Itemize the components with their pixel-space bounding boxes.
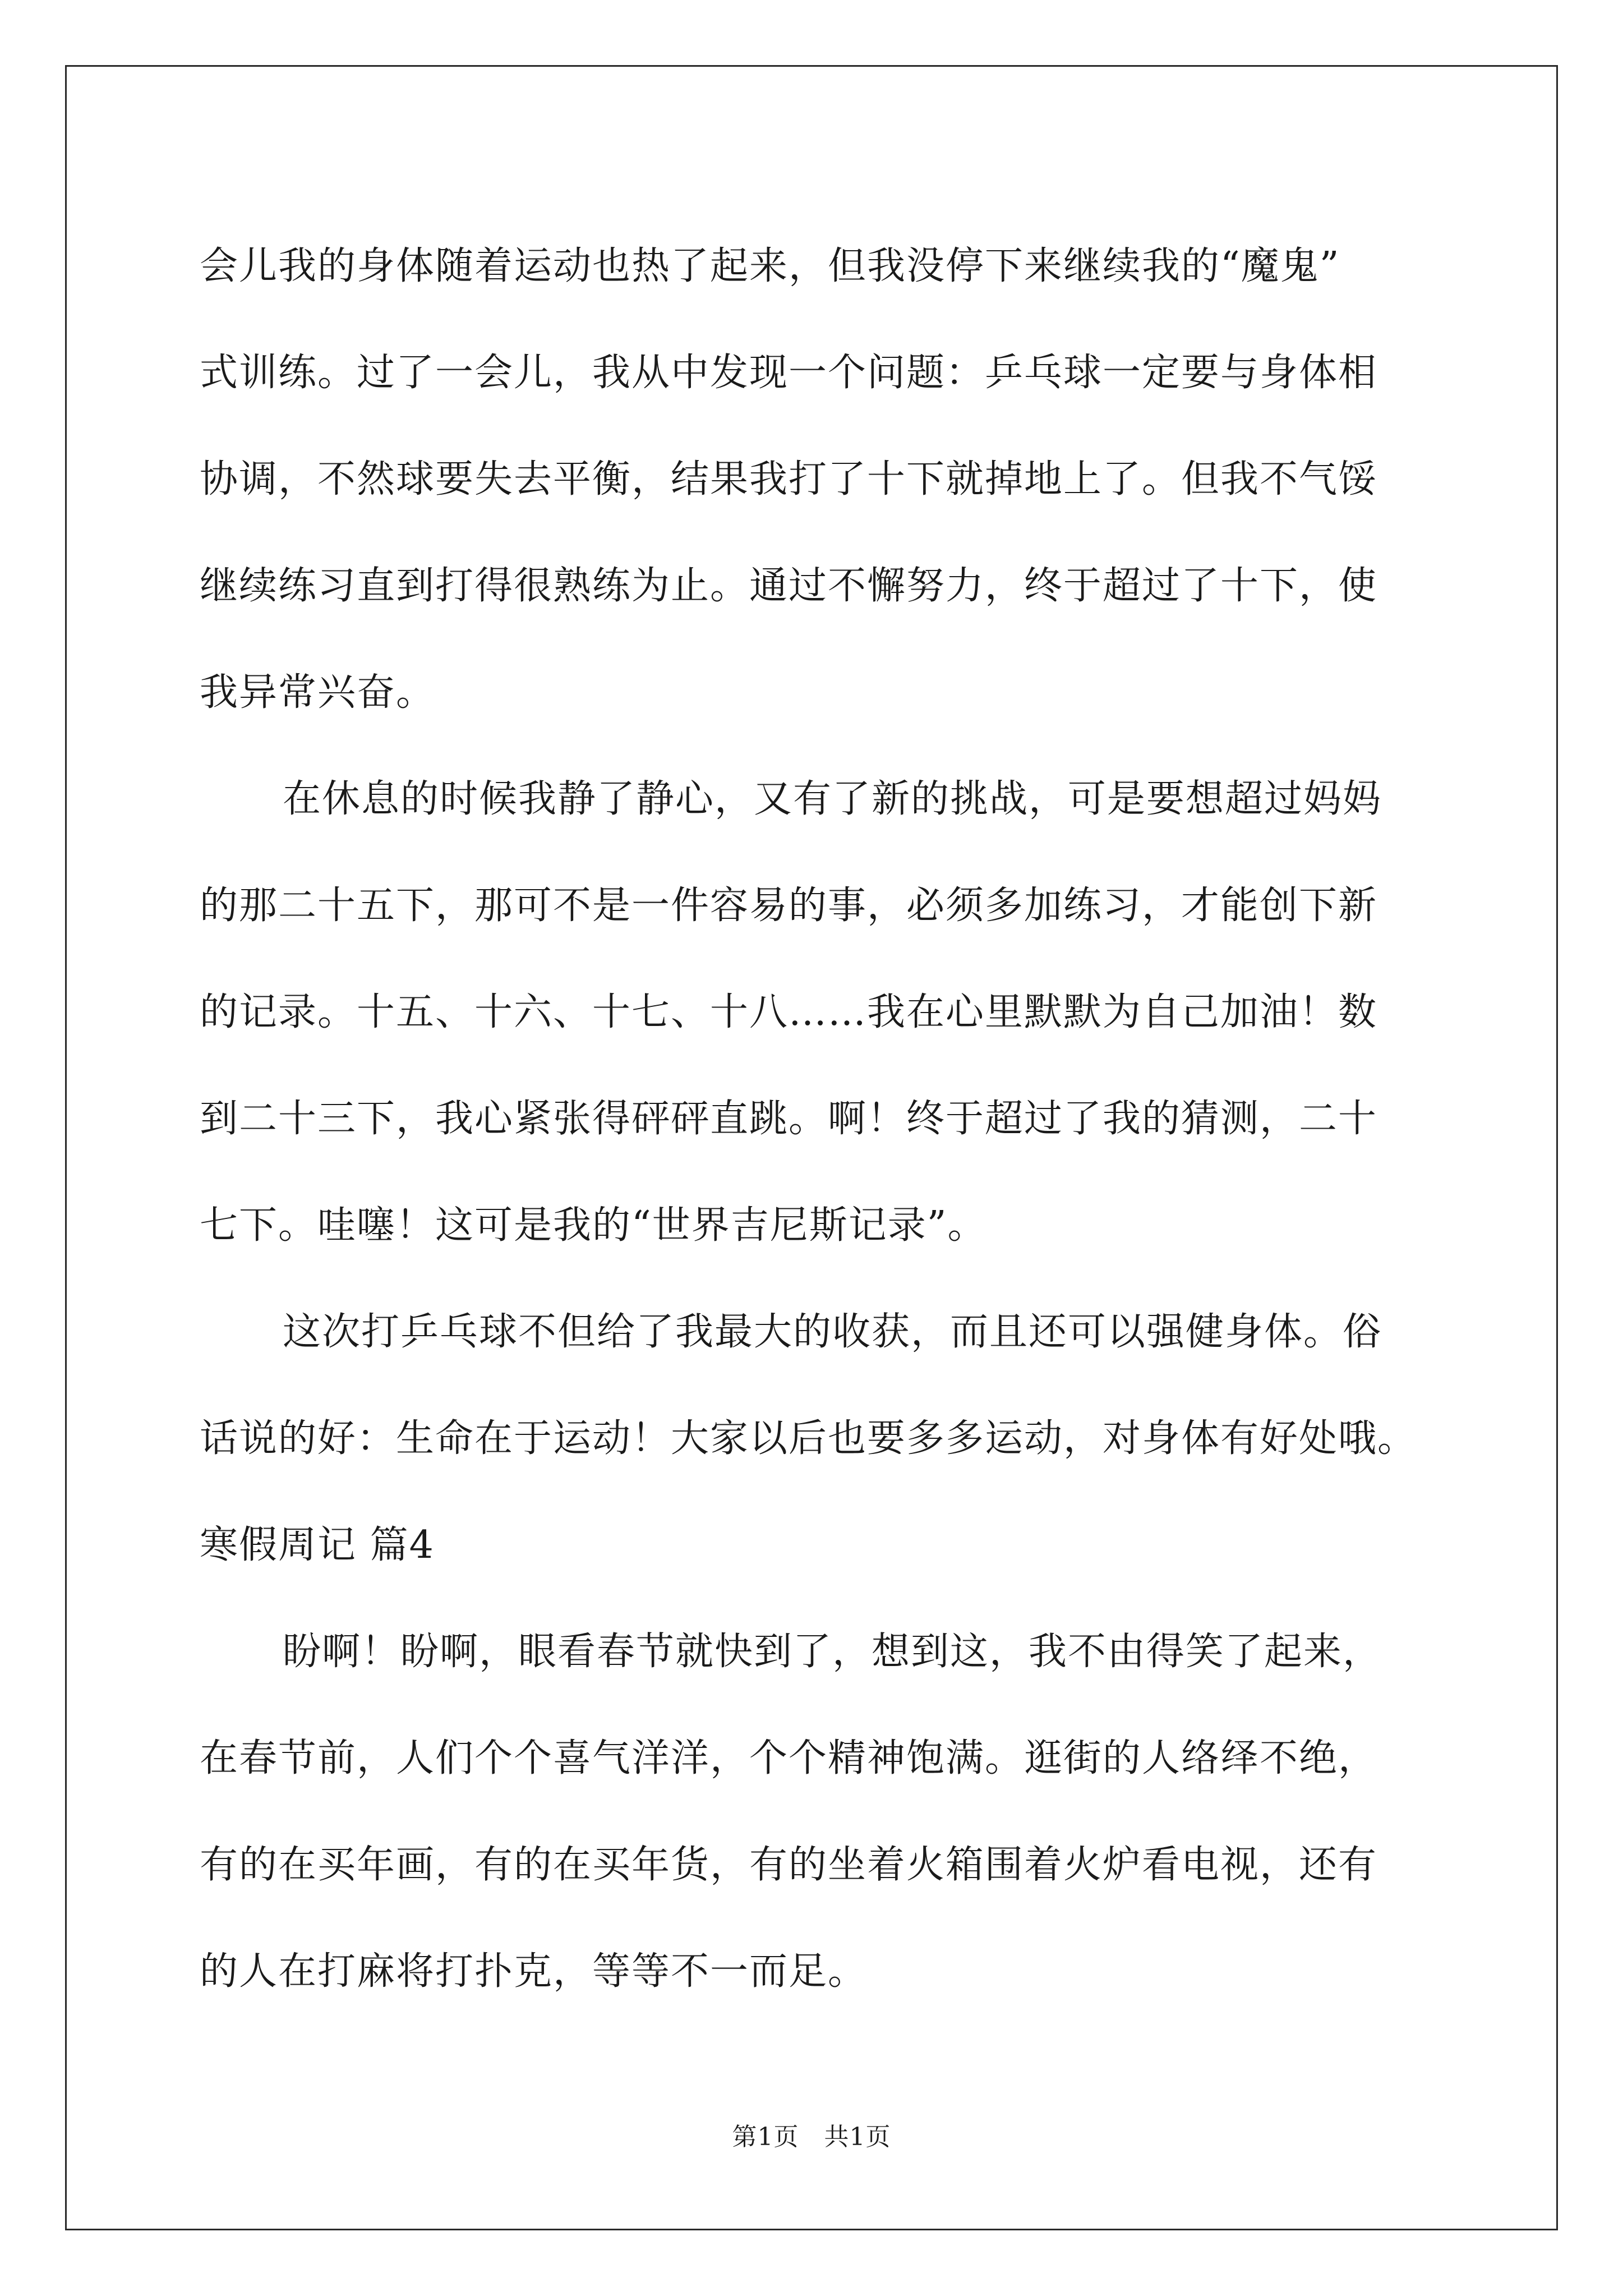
text-line: 有的在买年画，有的在买年货，有的坐着火箱围着火炉看电视，还有 xyxy=(200,1843,1378,1887)
section-heading: 寒假周记 篇4 xyxy=(200,1523,435,1567)
text-line: 在春节前，人们个个喜气洋洋，个个精神饱满。逛街的人络绎不绝， xyxy=(200,1736,1378,1780)
page-footer: 第1页 共1页 xyxy=(732,2123,891,2151)
document-body xyxy=(200,213,1428,2025)
text-line: 继续练习直到打得很熟练为止。通过不懈努力，终于超过了十下，使 xyxy=(200,564,1378,608)
text-line: 的那二十五下，那可不是一件容易的事，必须多加练习，才能创下新 xyxy=(200,884,1378,928)
text-line: 协调，不然球要失去平衡，结果我打了十下就掉地上了。但我不气馁 xyxy=(200,457,1378,501)
text-line: 的人在打麻将打扑克，等等不一而足。 xyxy=(200,1949,868,1994)
text-line: 话说的好：生命在于运动！大家以后也要多多运动，对身体有好处哦。 xyxy=(200,1416,1417,1461)
text-line: 到二十三下，我心紧张得砰砰直跳。啊！终于超过了我的猜测，二十 xyxy=(200,1097,1378,1141)
text-line: 在休息的时候我静了静心，又有了新的挑战，可是要想超过妈妈 xyxy=(283,777,1382,821)
text-line: 这次打乒乓球不但给了我最大的收获，而且还可以强健身体。俗 xyxy=(283,1310,1382,1354)
text-line: 盼啊！盼啊，眼看春节就快到了，想到这，我不由得笑了起来， xyxy=(283,1630,1382,1674)
text-line: 式训练。过了一会儿，我从中发现一个问题：乒乓球一定要与身体相 xyxy=(200,351,1378,395)
text-line: 会儿我的身体随着运动也热了起来，但我没停下来继续我的“魔鬼” xyxy=(200,244,1340,288)
text-line: 我异常兴奋。 xyxy=(200,670,436,715)
text-line: 的记录。十五、十六、十七、十八……我在心里默默为自己加油！数 xyxy=(200,990,1378,1034)
text-line: 七下。哇噻！这可是我的“世界吉尼斯记录”。 xyxy=(200,1203,987,1248)
